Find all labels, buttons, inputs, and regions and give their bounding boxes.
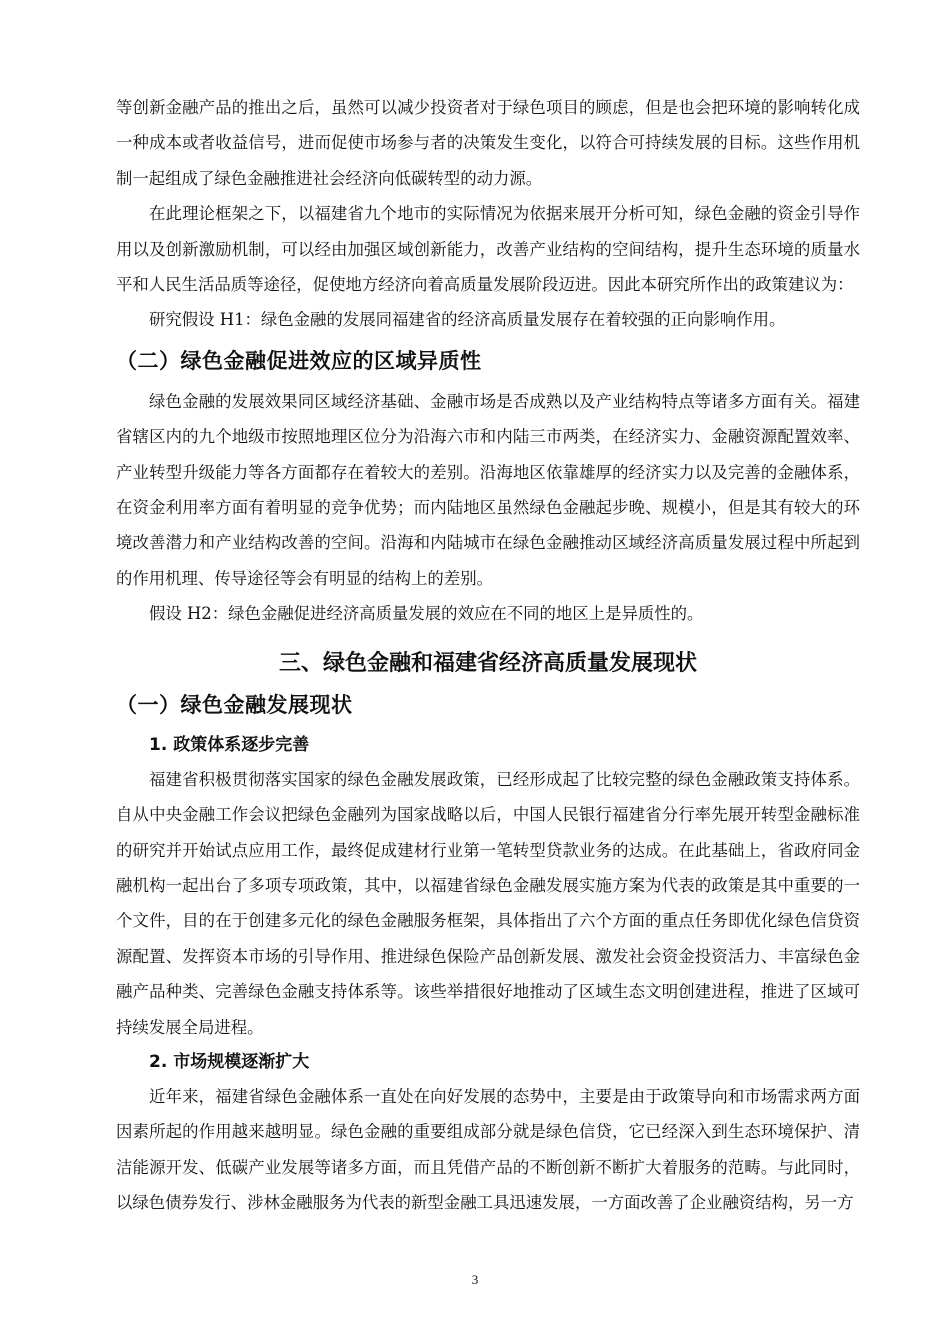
paragraph: 福建省积极贯彻落实国家的绿色金融发展政策，已经形成起了比较完整的绿色金融政策支持体系。自从中央金融工作会议把绿色金融列为国家战略以后，中国人民银行福建省分行率先展开转型金融标准的研究并开始试点应用工作，最终促成建材行业第一笔转型贷款业务的达成。在此基础上，省政府同金融机构一起出台了多项专项政策，其中，以福建省绿色金融发展实施方案为代表的政策是其中重要的一个文件，目的在于创建多元化的绿色金融服务框架，具体指出了六个方面的重点任务即优化绿色信贷资源配置、发挥资本市场的引导作用、推进绿色保险产品创新发展、激发社会资金投资活力、丰富绿色金融产品种类、完善绿色金融支持体系等。该些举措很好地推动了区域生态文明创建进程，推进了区域可持续发展全局进程。 bbox=[116, 769, 860, 1037]
paragraph: 研究假设 H1：绿色金融的发展同福建省的经济高质量发展存在着较强的正向影响作用。 bbox=[149, 310, 786, 330]
document-page bbox=[116, 90, 860, 1221]
section-heading: （二）绿色金融促进效应的区域异质性 bbox=[116, 348, 482, 373]
subsection-heading: 1. 政策体系逐步完善 bbox=[149, 734, 310, 755]
paragraph: 绿色金融的发展效果同区域经济基础、金融市场是否成熟以及产业结构特点等诸多方面有关。福建省辖区内的九个地级市按照地理区位分为沿海六市和内陆三市两类，在经济实力、金融资源配置效率、产业转型升级能力等各方面都存在着较大的差别。沿海地区依靠雄厚的经济实力以及完善的金融体系，在资金利用率方面有着明显的竞争优势；而内陆地区虽然绿色金融起步晚、规模小，但是其有较大的环境改善潜力和产业结构改善的空间。沿海和内陆城市在绿色金融推动区域经济高质量发展过程中所起到的作用机理、传导途径等会有明显的结构上的差别。 bbox=[116, 391, 860, 588]
paragraph: 假设 H2：绿色金融促进经济高质量发展的效应在不同的地区上是异质性的。 bbox=[149, 604, 704, 624]
paragraph: 等创新金融产品的推出之后，虽然可以减少投资者对于绿色项目的顾虑，但是也会把环境的影响转化成一种成本或者收益信号，进而促使市场参与者的决策发生变化，以符合可持续发展的目标。这些作用机制一起组成了绿色金融推进社会经济向低碳转型的动力源。 bbox=[116, 98, 860, 188]
page-number: 3 bbox=[471, 1272, 479, 1287]
subsection-heading: 2. 市场规模逐渐扩大 bbox=[149, 1051, 310, 1072]
section-heading: （一）绿色金融发展现状 bbox=[116, 692, 353, 717]
paragraph: 在此理论框架之下，以福建省九个地市的实际情况为依据来展开分析可知，绿色金融的资金引导作用以及创新激励机制，可以经由加强区域创新能力，改善产业结构的空间结构，提升生态环境的质量水平和人民生活品质等途径，促使地方经济向着高质量发展阶段迈进。因此本研究所作出的政策建议为： bbox=[116, 204, 860, 295]
chapter-heading: 三、绿色金融和福建省经济高质量发展现状 bbox=[278, 650, 697, 676]
paragraph: 近年来，福建省绿色金融体系一直处在向好发展的态势中，主要是由于政策导向和市场需求两方面因素所起的作用越来越明显。绿色金融的重要组成部分就是绿色信贷，它已经深入到生态环境保护、清洁能源开发、低碳产业发展等诸多方面，而且凭借产品的不断创新不断扩大着服务的范畴。与此同时，以绿色债券发行、涉林金融服务为代表的新型金融工具迅速发展，一方面改善了企业融资结构，另一方 bbox=[116, 1086, 860, 1213]
